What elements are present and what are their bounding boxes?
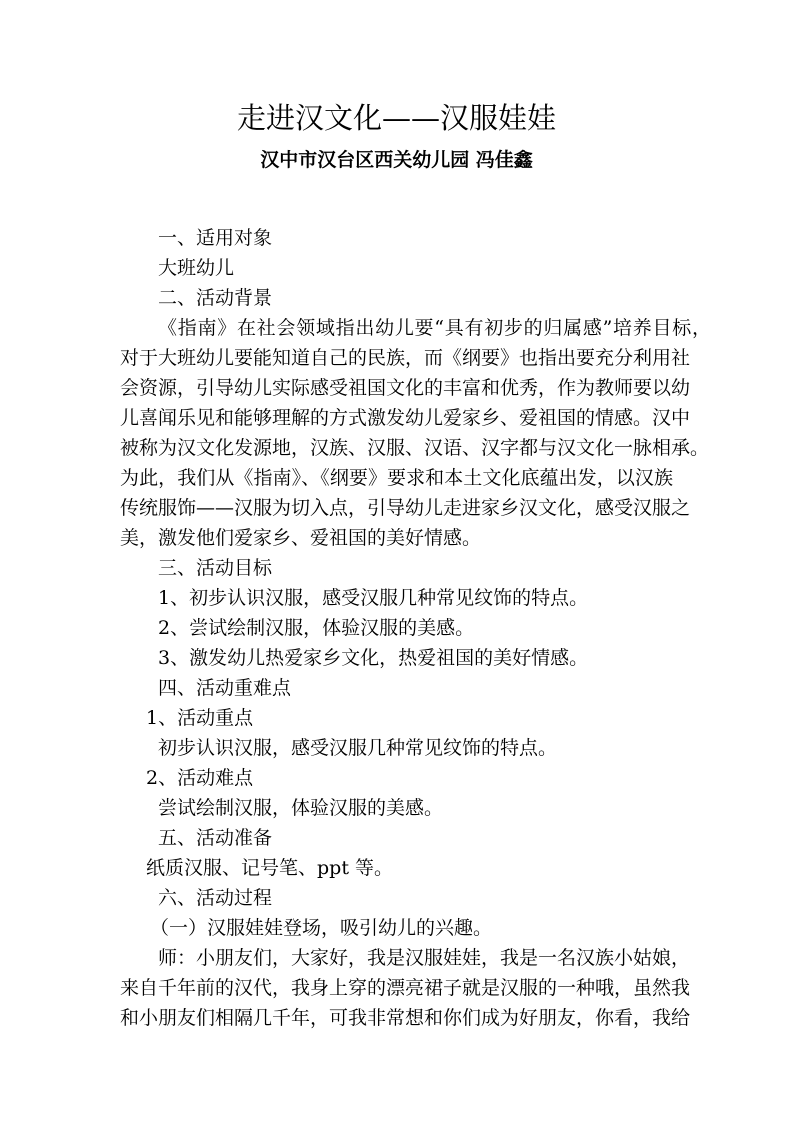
heading-background: 二、活动背景 (158, 287, 273, 309)
author-line: 汉中市汉台区西关幼儿园 冯佳鑫 (260, 149, 533, 171)
paragraph-line: 和小朋友们相隔几千年，可我非常想和你们成为好朋友，你看，我给 (120, 1007, 691, 1029)
list-item: 1、初步认识汉服，感受汉服几种常见纹饰的特点。 (158, 587, 589, 609)
paragraph-line: 大班幼儿 (158, 257, 235, 279)
paragraph-line: 对于大班幼儿要能知道自己的民族，而《纲要》也指出要充分利用社 (120, 347, 691, 369)
paragraph-line: 传统服饰——汉服为切入点，引导幼儿走进家乡汉文化，感受汉服之 (120, 497, 691, 519)
paragraph-line: 《指南》在社会领域指出幼儿要“具有初步的归属感”培养目标， (158, 317, 711, 339)
subheading-difficulty: 2、活动难点 (146, 767, 254, 789)
paragraph-line: 为此，我们从《指南》、《纲要》要求和本土文化底蕴出发，以汉族 (120, 467, 673, 489)
paragraph-line: 儿喜闻乐见和能够理解的方式激发幼儿爱家乡、爱祖国的情感。汉中 (120, 407, 691, 429)
subheading-step-one: （一）汉服娃娃登场，吸引幼儿的兴趣。 (150, 917, 493, 939)
paragraph-line: 初步认识汉服，感受汉服几种常见纹饰的特点。 (158, 737, 558, 759)
list-item: 2、尝试绘制汉服，体验汉服的美感。 (158, 617, 475, 639)
heading-key-points: 四、活动重难点 (158, 677, 292, 699)
heading-process: 六、活动过程 (158, 887, 273, 909)
heading-preparation: 五、活动准备 (158, 827, 273, 849)
list-item: 3、激发幼儿热爱家乡文化，热爱祖国的美好情感。 (158, 647, 589, 669)
heading-goals: 三、活动目标 (158, 557, 273, 579)
paragraph-line: 被称为汉文化发源地，汉族、汉服、汉语、汉字都与汉文化一脉相承。 (120, 437, 710, 459)
subheading-key-point: 1、活动重点 (146, 707, 254, 729)
paragraph-line: 尝试绘制汉服，体验汉服的美感。 (158, 797, 444, 819)
paragraph-line: 来自千年前的汉代，我身上穿的漂亮裙子就是汉服的一种哦，虽然我 (120, 977, 691, 999)
paragraph-line: 会资源，引导幼儿实际感受祖国文化的丰富和优秀，作为教师要以幼 (120, 377, 691, 399)
document-title: 走进汉文化——汉服娃娃 (236, 101, 556, 135)
paragraph-line: 师：小朋友们，大家好，我是汉服娃娃，我是一名汉族小姑娘， (158, 947, 691, 969)
heading-target-audience: 一、适用对象 (158, 227, 273, 249)
paragraph-line: 美，激发他们爱家乡、爱祖国的美好情感。 (120, 527, 482, 549)
paragraph-line: 纸质汉服、记号笔、ppt 等。 (146, 857, 394, 879)
